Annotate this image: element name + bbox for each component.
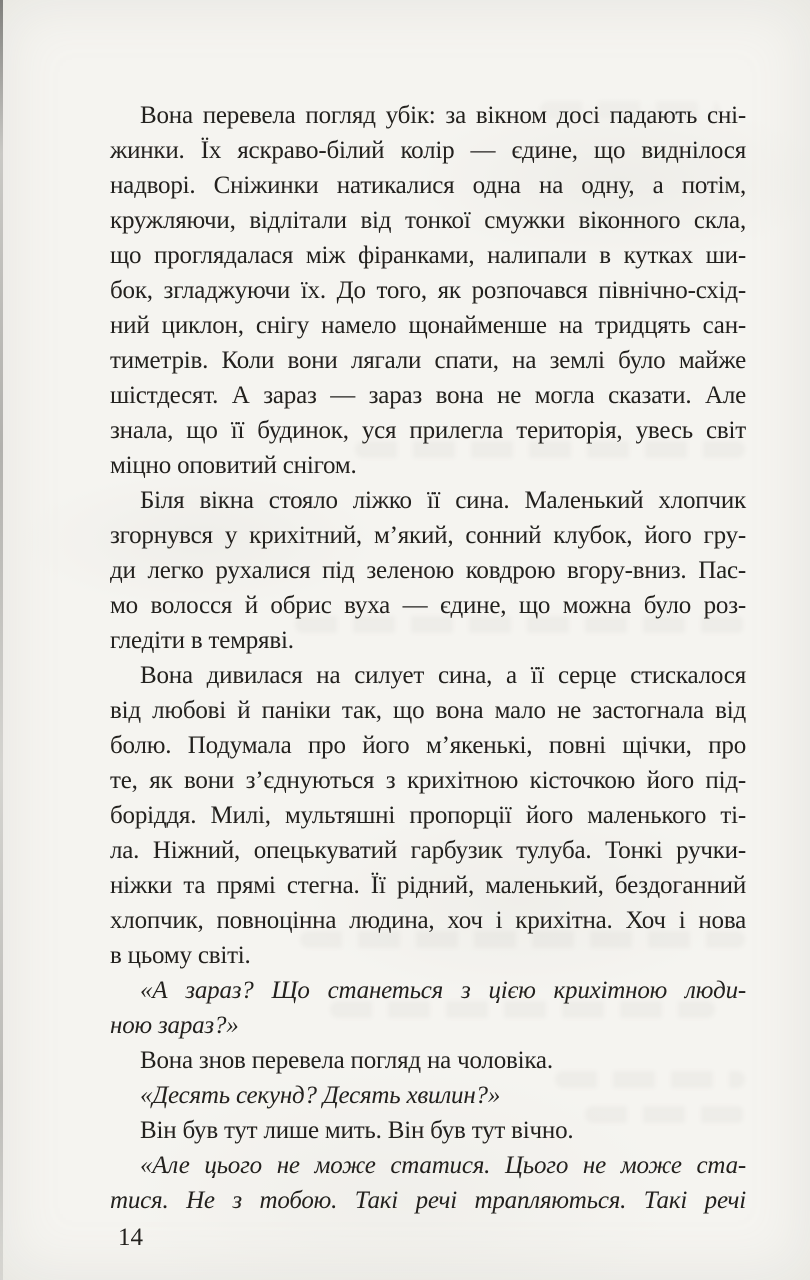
text-line: Вона знов перевела погляд на чоловіка. — [140, 1047, 553, 1074]
text-line: ною зараз?» — [110, 1012, 239, 1039]
text-line: що проглядалася між фіранками, налипали в кутках ши- — [110, 242, 746, 269]
text-line: Він був тут лише мить. Він був тут вічно. — [140, 1117, 574, 1144]
text-line: жинки. Їх яскраво-білий колір — єдине, що виднілося — [110, 137, 746, 164]
text-line: тиметрів. Коли вони лягали спати, на землі було майже — [110, 347, 746, 374]
text-line: болю. Подумала про його м’якенькі, повні щічки, про — [110, 732, 746, 759]
text-line: ла. Ніжний, опецькуватий гарбузик тулуба. Тонкі ручки- — [110, 837, 746, 864]
text-line: тися. Не з тобою. Такі речі трапляються. Такі речі — [110, 1187, 746, 1214]
text-line: «Але цього не може статися. Цього не може ста- — [140, 1152, 746, 1179]
text-line: знала, що її будинок, уся прилегла територія, увесь світ — [110, 417, 746, 444]
text-line: ди легко рухалися під зеленою ковдрою вгору-вниз. Пас- — [110, 557, 746, 584]
scan-edge-shadow — [0, 0, 3, 1280]
text-line: ний циклон, снігу намело щонайменше на тридцять сан- — [110, 312, 746, 339]
text-line: «Десять секунд? Десять хвилин?» — [140, 1082, 501, 1109]
page-number: 14 — [118, 1224, 143, 1251]
text-line: Біля вікна стояло ліжко її сина. Маленький хлопчик — [140, 487, 746, 514]
text-line: в цьому світі. — [110, 942, 251, 969]
text-line: бок, згладжуючи їх. До того, як розпочався північно-схід- — [110, 277, 746, 304]
text-line: Вона перевела погляд убік: за вікном досі падають сні- — [140, 102, 746, 129]
text-line: від любові й паніки так, що вона мало не застогнала від — [110, 697, 746, 724]
page-text — [110, 98, 746, 1218]
text-line: мо волосся й обрис вуха — єдине, що можна було роз- — [110, 592, 746, 619]
text-line: хлопчик, повноцінна людина, хоч і крихітна. Хоч і нова — [110, 907, 746, 934]
text-line: ніжки та прямі стегна. Її рідний, маленький, бездоганний — [110, 872, 746, 899]
text-line: надворі. Сніжинки натикалися одна на одну, а потім, — [110, 172, 746, 199]
text-line: Вона дивилася на силует сина, а її серце стискалося — [140, 662, 746, 689]
text-line: «А зараз? Що станеться з цією крихітною люди- — [140, 977, 746, 1004]
text-line: міцно оповитий снігом. — [110, 452, 357, 479]
text-line: згорнувся у крихітний, м’який, сонний клубок, його гру- — [110, 522, 746, 549]
text-line: боріддя. Милі, мультяшні пропорції його маленького ті- — [110, 802, 746, 829]
text-line: гледіти в темряві. — [110, 627, 294, 654]
text-line: кружляючи, відлітали від тонкої смужки віконного скла, — [110, 207, 746, 234]
text-line: те, як вони з’єднуються з крихітною кісточкою його під- — [110, 767, 746, 794]
text-line: шістдесят. А зараз — зараз вона не могла сказати. Але — [110, 382, 746, 409]
